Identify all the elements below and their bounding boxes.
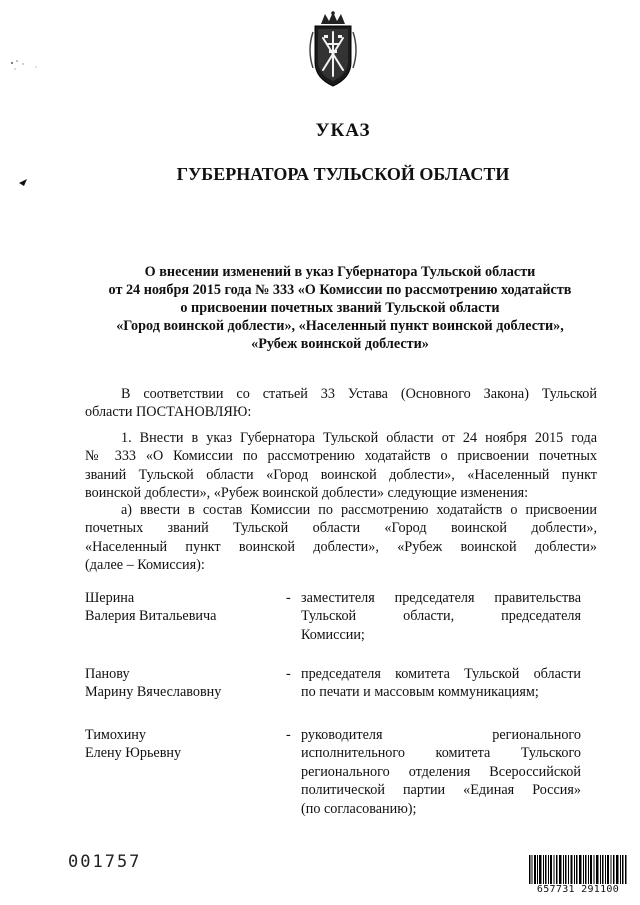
- text-line: а) ввести в состав Комиссии по рассмотрению ходатайств о присвоении: [121, 502, 597, 518]
- role-line: Тульской области, председателя: [301, 608, 581, 625]
- role-line: Комиссии;: [301, 626, 365, 643]
- subject-line: о присвоении почетных званий Тульской области: [180, 300, 500, 316]
- barcode-digits: 657731 291100: [528, 884, 628, 895]
- role-line: (по согласованию);: [301, 800, 417, 817]
- member-name: [85, 726, 285, 763]
- text-line: В соответствии со статьей 33 Устава (Основного Закона) Тульской: [121, 386, 597, 402]
- member-name: [85, 665, 285, 702]
- text-line: почетных званий Тульской области «Город воинской доблести»,: [85, 520, 597, 537]
- member-given-name: Марину Вячеславовну: [85, 684, 222, 701]
- text-line: 1. Внести в указ Губернатора Тульской области от 24 ноября 2015 года: [121, 430, 597, 446]
- text-line: «Населенный пункт воинской доблести», «Рубеж воинской доблести»: [85, 538, 597, 555]
- tula-region-coat-of-arms-icon: [303, 10, 363, 90]
- document-issuer: ГУБЕРНАТОРА ТУЛЬСКОЙ ОБЛАСТИ: [176, 164, 510, 184]
- role-line: по печати и массовым коммуникациям;: [301, 684, 539, 701]
- text-line: воинской доблести», «Рубеж воинской доблести» следующие изменения:: [85, 485, 529, 502]
- member-name: [85, 589, 285, 626]
- subject-line: «Город воинской доблести», «Населенный пункт воинской доблести»,: [116, 318, 564, 334]
- role-line: исполнительного комитета Тульского: [301, 745, 581, 762]
- subject-line: О внесении изменений в указ Губернатора Тульской области: [144, 264, 536, 280]
- member-given-name: Валерия Витальевича: [85, 608, 217, 625]
- subject-line: от 24 ноября 2015 года № 333 «О Комиссии по рассмотрению ходатайств: [108, 282, 572, 298]
- member-surname: Тимохину: [85, 727, 146, 743]
- preamble-paragraph: [85, 385, 597, 422]
- role-line: политической партии «Единая Россия»: [301, 782, 581, 799]
- role-line: руководителя регионального: [301, 727, 581, 743]
- member-dash: -: [286, 727, 291, 743]
- member-surname: Шерина: [85, 590, 135, 606]
- document-number: 001757: [68, 852, 142, 872]
- text-line: званий Тульской области «Город воинской доблести», «Населенный пункт: [85, 466, 597, 483]
- role-line: регионального отделения Всероссийской: [301, 763, 581, 780]
- text-line: № 333 «О Комиссии по рассмотрению ходатайств о присвоении почетных: [85, 448, 597, 465]
- member-role: [301, 589, 581, 644]
- member-surname: Панову: [85, 666, 130, 682]
- member-dash: -: [286, 590, 291, 606]
- point-1a-paragraph: [85, 501, 597, 575]
- subject-line: «Рубеж воинской доблести»: [251, 336, 429, 352]
- point-1-paragraph: [85, 429, 597, 503]
- member-role: [301, 726, 581, 818]
- role-line: заместителя председателя правительства: [301, 590, 581, 606]
- document-subject: [75, 263, 605, 353]
- role-line: председателя комитета Тульской области: [301, 666, 581, 682]
- scan-specks: [8, 55, 48, 85]
- document-type-title: УКАЗ: [315, 120, 371, 141]
- text-line: (далее – Комиссия):: [85, 557, 205, 574]
- member-given-name: Елену Юрьевну: [85, 745, 182, 762]
- text-line: области ПОСТАНОВЛЯЮ:: [85, 404, 252, 421]
- member-dash: -: [286, 666, 291, 682]
- member-role: [301, 665, 581, 702]
